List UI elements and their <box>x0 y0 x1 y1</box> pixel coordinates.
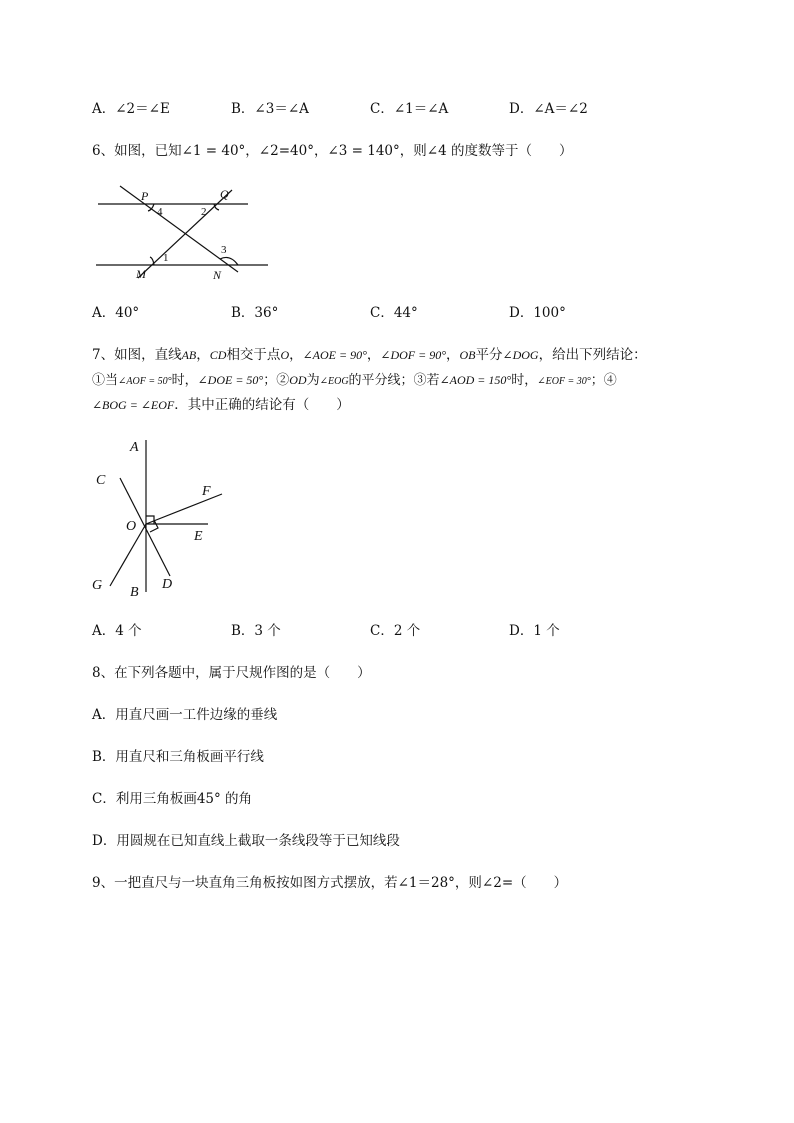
q6-option-d: D．100° <box>509 305 566 321</box>
q8-option-c: C．利用三角板画45° 的角 <box>92 791 253 807</box>
q7-math: AB <box>181 348 197 362</box>
q6-label-angle1: 1 <box>163 252 169 264</box>
q6-label-angle2: 2 <box>201 206 207 218</box>
q6-figure <box>92 180 274 284</box>
q7-text: 为 <box>306 373 320 388</box>
q7-text: ， <box>289 347 303 363</box>
q6-label-angle3: 3 <box>221 244 227 256</box>
q7-text: 时， <box>171 373 198 388</box>
q7-option-d: D．1 个 <box>509 623 560 639</box>
q7-math: ∠DOG <box>502 348 539 362</box>
q7-text: 7、如图，直线 <box>92 347 182 363</box>
q9-stem: 9、一把直尺与一块直角三角板按如图方式摆放，若∠1＝28°，则∠2=（ ） <box>92 875 568 891</box>
q8-option-b: B．用直尺和三角板画平行线 <box>92 749 264 765</box>
q7-text: 平分 <box>475 347 503 363</box>
q7-math: O <box>280 348 290 362</box>
q6-angle1-arc <box>150 257 154 265</box>
q7-label-d: D <box>162 577 173 592</box>
q6-stem: 6、如图，已知∠1 = 40°，∠2=40°，∠3 = 140°，则∠4 的度数等于（ ） <box>92 143 573 159</box>
q7-text: 相交于点 <box>226 347 281 363</box>
q7-text: ， <box>366 347 381 363</box>
q7-ray-of <box>146 494 222 524</box>
q6-label-m: M <box>136 267 146 281</box>
q8-option-d: D．用圆规在已知直线上截取一条线段等于已知线段 <box>92 833 400 849</box>
q7-label-e: E <box>194 529 203 544</box>
q7-math: ∠AOF = 50° <box>118 376 172 387</box>
q5-option-d: D．∠A＝∠2 <box>509 101 588 117</box>
q7-label-c: C <box>96 473 106 488</box>
q6-label-n: N <box>213 268 222 282</box>
q7-option-c: C．2 个 <box>370 623 421 639</box>
q7-stem-line-3 <box>92 396 350 414</box>
q7-math: ∠BOG = ∠EOF <box>92 398 175 412</box>
q7-label-g: G <box>92 578 103 593</box>
q6-label-p: P <box>141 189 149 203</box>
q5-option-a: A．∠2＝∠E <box>92 101 170 117</box>
q5-option-b: B．∠3＝∠A <box>231 101 309 117</box>
q5-option-c: C．∠1＝∠A <box>370 101 449 117</box>
q7-math: OD <box>289 373 307 387</box>
q7-text: 时， <box>511 373 538 388</box>
q7-text: 的平分线；③若 <box>348 373 440 388</box>
q7-math: OB <box>459 348 476 362</box>
q7-math: ∠EOF = 30° <box>537 376 591 387</box>
q7-text: ；④ <box>590 373 617 388</box>
q6-label-angle4: 4 <box>157 206 163 218</box>
q8-stem: 8、在下列各题中，属于尺规作图的是（ ） <box>92 665 371 681</box>
q7-stem-line-1 <box>92 346 647 364</box>
q7-text: ；② <box>263 373 290 388</box>
q7-text: ．其中正确的结论有（ ） <box>174 397 350 413</box>
q6-option-b: B．36° <box>231 305 279 321</box>
q7-math: ∠DOF = 90° <box>380 348 447 362</box>
q6-option-c: C．44° <box>370 305 418 321</box>
q7-text: ， <box>196 347 210 363</box>
q7-math: ∠EOG <box>319 376 349 387</box>
q7-label-f: F <box>202 484 211 499</box>
q7-text: ， <box>446 347 460 363</box>
q6-option-a: A．40° <box>92 305 140 321</box>
q7-math: ∠AOE = 90° <box>302 348 367 362</box>
q7-label-a: A <box>130 440 139 455</box>
q7-math: ∠DOE = 50° <box>197 373 264 387</box>
q7-text: ①当 <box>92 373 119 388</box>
q7-label-b: B <box>130 585 139 600</box>
q7-label-o: O <box>126 519 137 534</box>
q7-figure <box>88 432 238 602</box>
q6-label-q: Q <box>220 187 229 201</box>
q7-text: ，给出下列结论： <box>538 347 647 363</box>
q8-option-a: A．用直尺画一工件边缘的垂线 <box>92 707 278 723</box>
q7-option-a: A．4 个 <box>92 623 142 639</box>
q7-option-b: B．3 个 <box>231 623 281 639</box>
q7-math: ∠AOD = 150° <box>439 373 512 387</box>
q7-stem-line-2 <box>92 371 617 391</box>
q7-math: CD <box>209 348 227 362</box>
